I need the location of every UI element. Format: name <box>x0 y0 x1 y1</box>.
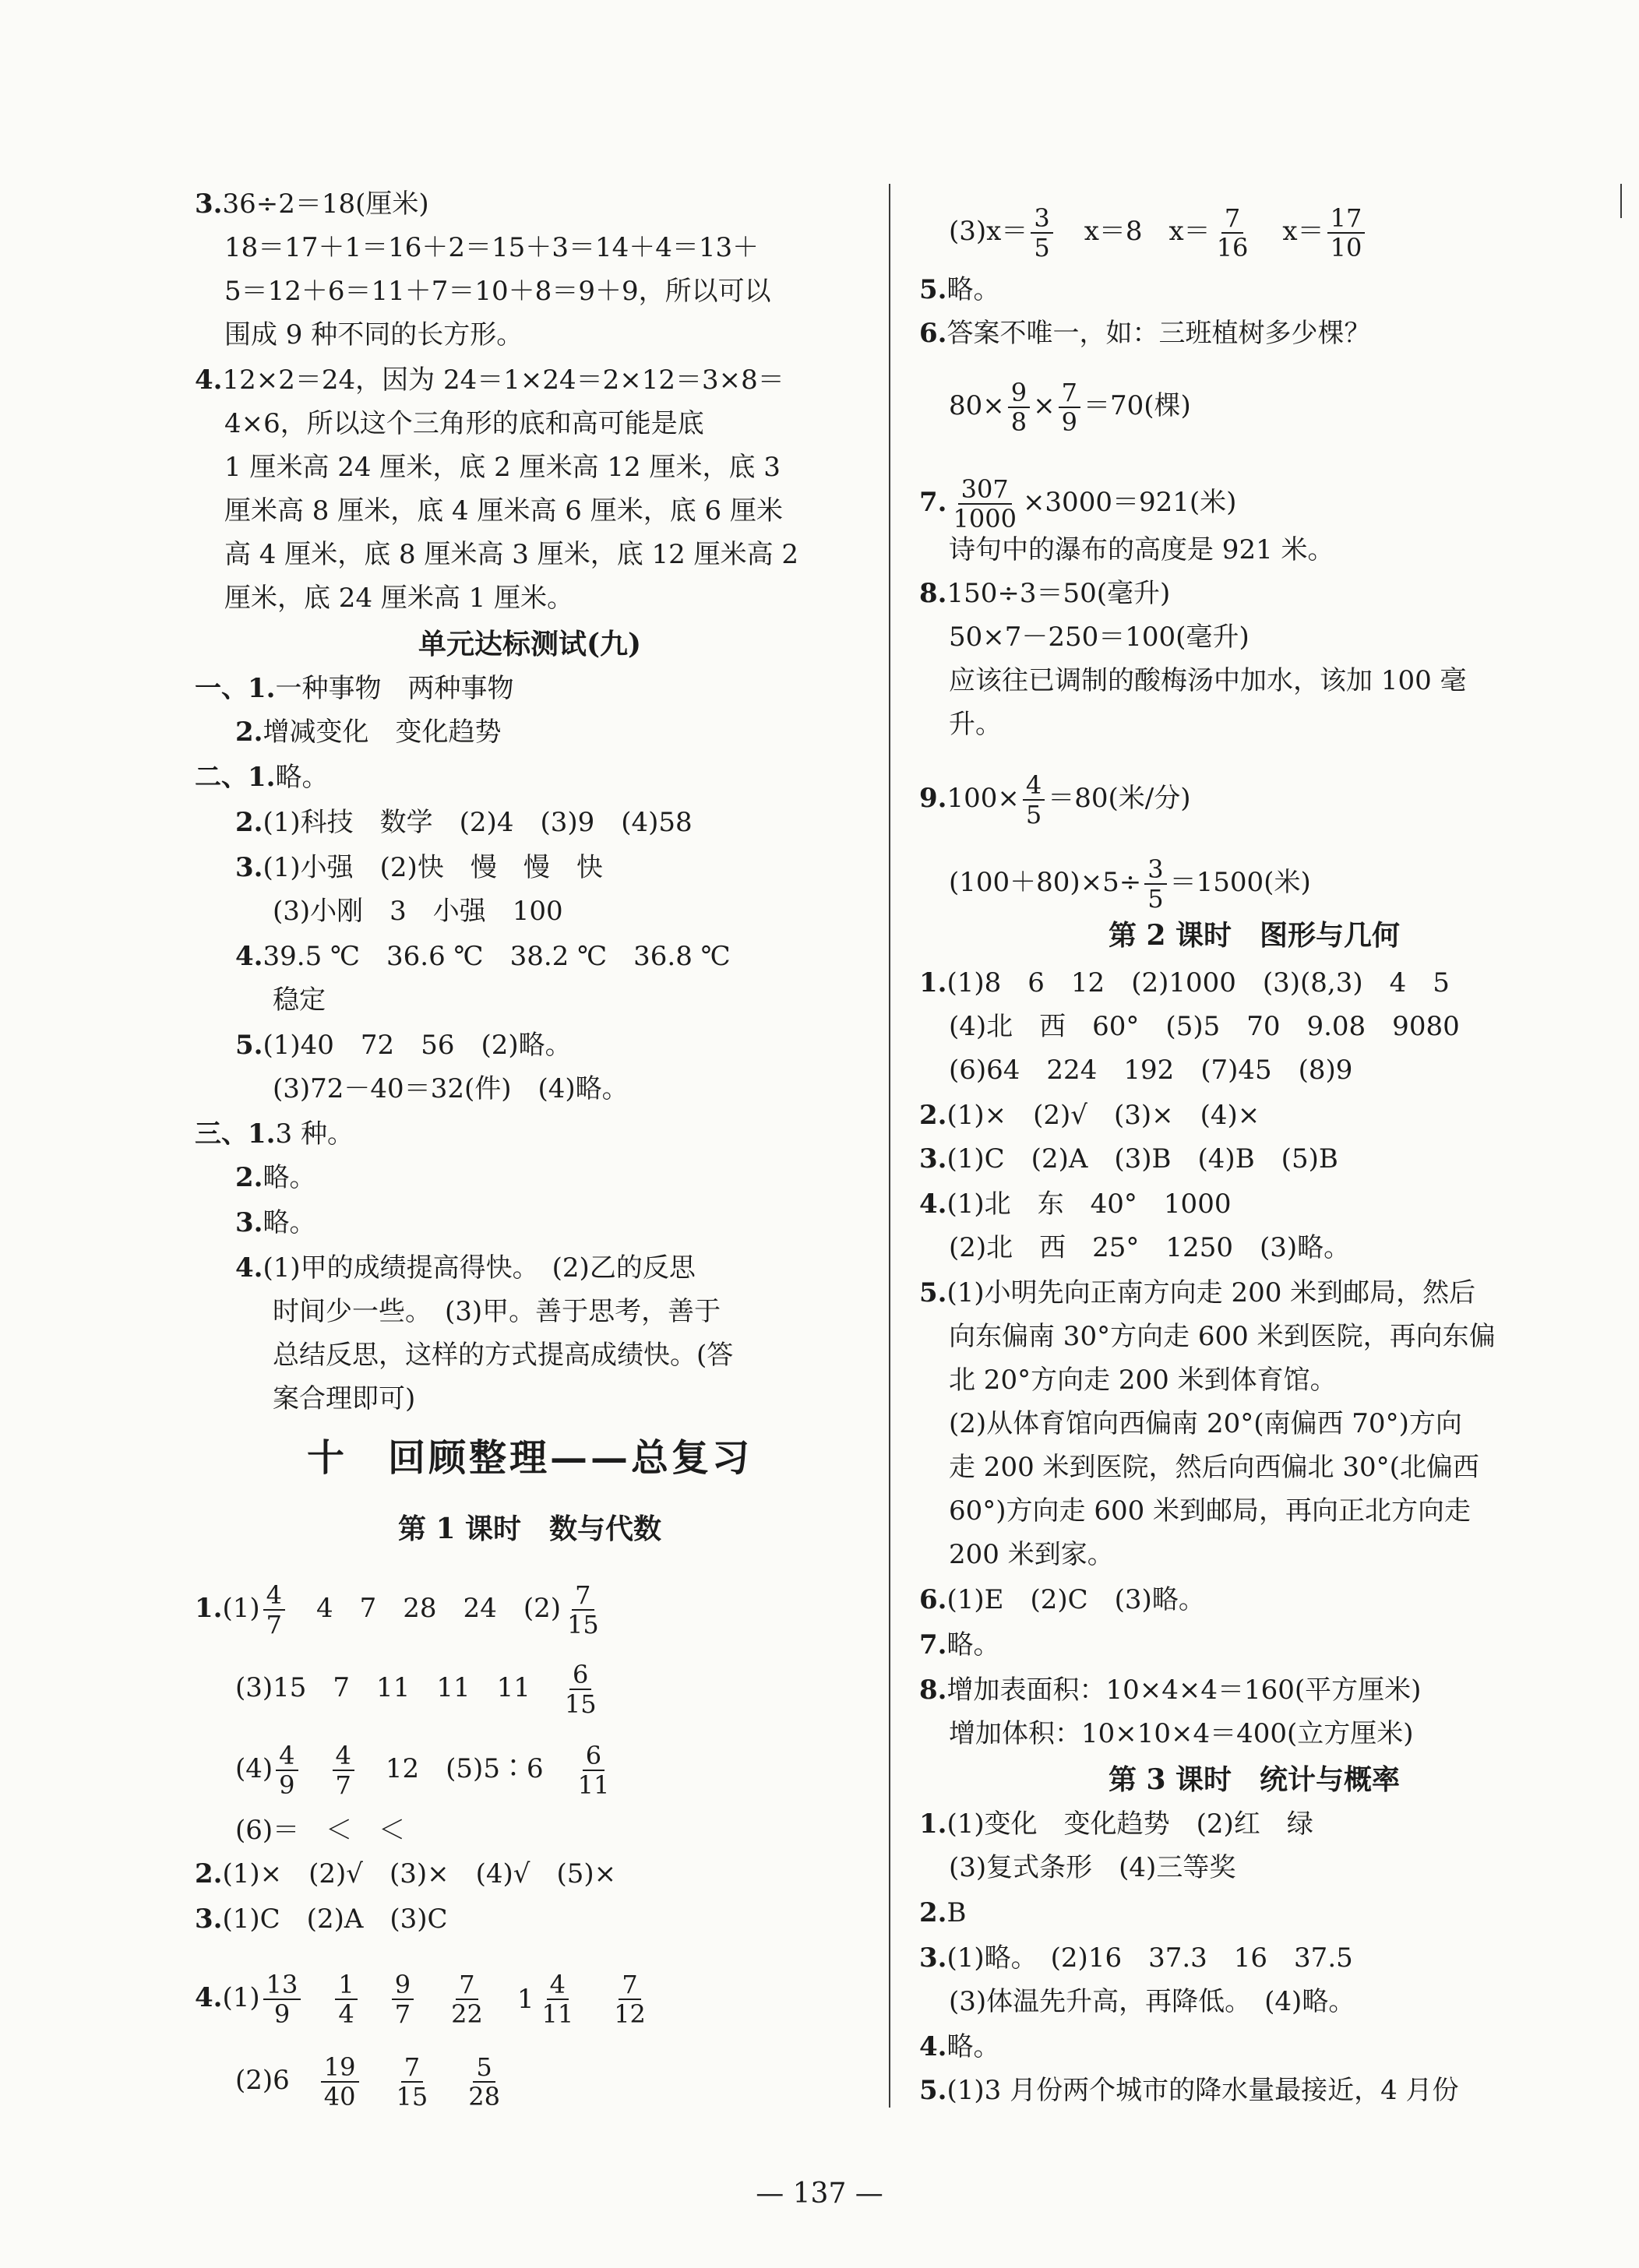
fraction: $\frac{6}{11}$ <box>577 1741 610 1800</box>
section-3-item-2: 2.略。 <box>235 1162 316 1193</box>
answer-line: 应该往已调制的酸梅汤中加水，该加 100 毫 <box>949 665 1467 696</box>
geometry-answer-1: 1.(1)8 6 12 (2)1000 (3)(8,3) 4 5 <box>919 967 1450 998</box>
section-2-item-3: 3.(1)小强 (2)快 慢 慢 快 <box>235 852 603 883</box>
fraction: $\frac{6}{15}$ <box>564 1660 597 1719</box>
section-2-item-5: 5.(1)40 72 56 (2)略。 <box>235 1030 572 1061</box>
answer-line: (3)体温先升高，再降低。 (4)略。 <box>949 1986 1355 2017</box>
fraction: $\frac{1}{4}$ <box>335 1970 357 2028</box>
fraction: $\frac{19}{40}$ <box>321 2053 359 2111</box>
answer-line: (2)从体育馆向西偏南 20°(南偏西 70°)方向 <box>949 1408 1462 1439</box>
review-answer-1-4: (4) $\frac{4}{9}$ $\frac{4}{7}$ 12 (5)5∶6 $\frac{6}{11}$ <box>235 1742 615 1799</box>
fraction: $\frac{7}{9}$ <box>1059 379 1080 436</box>
answer-line: 50×7－250＝100(毫升) <box>949 622 1250 653</box>
mixed-number: 1 $\frac{4}{11}$ <box>516 1970 574 2029</box>
section-2-item-4: 4.39.5 ℃ 36.6 ℃ 38.2 ℃ 36.8 ℃ <box>235 941 731 972</box>
stats-answer-3: 3.(1)略。 (2)16 37.3 16 37.5 <box>919 1942 1353 1974</box>
answer-line: 4×6，所以这个三角形的底和高可能是底 <box>224 408 704 439</box>
fraction: $\frac{5}{28}$ <box>468 2052 500 2111</box>
review-answer-1: 1.(1) $\frac{4}{7}$ 4 7 28 24 (2) $\frac{7}{15}$ <box>195 1581 605 1639</box>
answer-7: 7. $\frac{307}{1000}$ ×3000＝921(米) <box>919 474 1237 534</box>
fraction: $\frac{4}{5}$ <box>1023 771 1045 829</box>
answer-6: 6.答案不唯一，如：三班植树多少棵？ <box>919 318 1371 349</box>
fraction: $\frac{17}{10}$ <box>1327 204 1366 262</box>
stats-answer-4: 4.略。 <box>919 2031 1000 2062</box>
lesson-1-title: 第 1 课时 数与代数 <box>397 1513 662 1545</box>
answer-line: (4)北 西 60° (5)5 70 9.08 9080 <box>949 1011 1460 1042</box>
section-1-item-2: 2.增减变化 变化趋势 <box>235 717 502 748</box>
answer-5: 5.略。 <box>919 274 1000 305</box>
unit-test-title: 单元达标测试(九) <box>418 628 642 660</box>
answer-line: 厘米，底 24 厘米高 1 厘米。 <box>224 583 574 614</box>
answer-line: (3)小刚 3 小强 100 <box>273 896 563 927</box>
answer-line: 厘米高 8 厘米，底 4 厘米高 6 厘米，底 6 厘米 <box>224 495 783 526</box>
review-answer-2: 2.(1)× (2)√ (3)× (4)√ (5)× <box>195 1858 617 1889</box>
right-frame-mark <box>1620 184 1622 218</box>
answer-line: (6)64 224 192 (7)45 (8)9 <box>949 1055 1353 1086</box>
answer-line: 增加体积：10×10×4＝400(立方厘米) <box>949 1718 1414 1749</box>
answer-line: 围成 9 种不同的长方形。 <box>224 319 523 350</box>
section-2-item-2: 2.(1)科技 数学 (2)4 (3)9 (4)58 <box>235 807 693 838</box>
review-answer-3: 3.(1)C (2)A (3)C <box>195 1904 448 1935</box>
answer-line: 走 200 米到医院，然后向西偏北 30°(北偏西 <box>949 1452 1479 1483</box>
geometry-answer-8: 8.增加表面积：10×4×4＝160(平方厘米) <box>919 1675 1422 1706</box>
page-number: — 137 — <box>756 2178 883 2210</box>
fraction: $\frac{9}{8}$ <box>1008 379 1030 436</box>
answer-9-formula: (100＋80)×5÷ $\frac{3}{5}$ ＝1500(米) <box>949 854 1311 914</box>
section-3-item-3: 3.略。 <box>235 1207 316 1238</box>
fraction: $\frac{13}{9}$ <box>263 1970 301 2028</box>
answer-3: 3.36÷2＝18(厘米) <box>195 188 429 220</box>
answer-line: (3)复式条形 (4)三等奖 <box>949 1852 1236 1883</box>
section-3-item-1: 三、1.3 种。 <box>195 1118 354 1150</box>
answer-9: 9.100× $\frac{4}{5}$ ＝80(米/分) <box>919 770 1191 829</box>
review-answer-1-6: (6)＝ ＜ ＜ <box>235 1815 406 1846</box>
column-divider <box>889 184 890 2108</box>
geometry-answer-6: 6.(1)E (2)C (3)略。 <box>919 1584 1205 1615</box>
answer-6-formula: 80× $\frac{9}{8}$ × $\frac{7}{9}$ ＝70(棵) <box>949 378 1191 437</box>
answer-line: 高 4 厘米，底 8 厘米高 3 厘米，底 12 厘米高 2 <box>224 539 799 570</box>
review-answer-4-2: (2)6 $\frac{19}{40}$ $\frac{7}{15}$ $\frac{5}{28}$ <box>235 2053 506 2111</box>
fraction: $\frac{4}{9}$ <box>276 1742 298 1799</box>
fraction: $\frac{3}{5}$ <box>1031 204 1052 262</box>
answer-line: 诗句中的瀑布的高度是 921 米。 <box>949 534 1334 565</box>
answer-line: 时间少一些。 (3)甲。善于思考，善于 <box>273 1296 721 1327</box>
geometry-answer-3: 3.(1)C (2)A (3)B (4)B (5)B <box>919 1143 1338 1174</box>
lesson-2-title: 第 2 课时 图形与几何 <box>1108 919 1401 952</box>
fraction: $\frac{7}{22}$ <box>451 1970 483 2029</box>
answer-line: 稳定 <box>273 984 326 1016</box>
answer-line: 60°)方向走 600 米到邮局，再向正北方向走 <box>949 1495 1472 1527</box>
geometry-answer-2: 2.(1)× (2)√ (3)× (4)× <box>919 1100 1260 1131</box>
answer-line: 北 20°方向走 200 米到体育馆。 <box>949 1365 1337 1396</box>
answer-line: 总结反思，这样的方式提高成绩快。(答 <box>273 1340 734 1371</box>
review-answer-4: 4.(1) $\frac{13}{9}$ $\frac{1}{4}$ $\frac{9}{7}$ $\frac{7}{22}$ 1 $\frac{4}{11}$ $\frac{7}{12}$ <box>195 1970 652 2028</box>
review-answer-1-3: (3)15 7 11 11 11 $\frac{6}{15}$ <box>235 1660 603 1718</box>
fraction: $\frac{7}{15}$ <box>396 2052 428 2111</box>
geometry-answer-5: 5.(1)小明先向正南方向走 200 米到邮局，然后 <box>919 1277 1476 1308</box>
fraction: $\frac{4}{7}$ <box>263 1581 285 1639</box>
stats-answer-1: 1.(1)变化 变化趋势 (2)红 绿 <box>919 1808 1313 1840</box>
fraction: $\frac{3}{5}$ <box>1144 855 1166 913</box>
answer-4: 4.12×2＝24，因为 24＝1×24＝2×12＝3×8＝ <box>195 364 784 396</box>
answer-line: 18＝17＋1＝16＋2＝15＋3＝14＋4＝13＋ <box>224 232 760 263</box>
section-1-item-1: 一、1.一种事物 两种事物 <box>195 673 514 704</box>
fraction: $\frac{4}{7}$ <box>333 1742 354 1799</box>
section-2-item-1: 二、1.略。 <box>195 762 329 793</box>
answer-4-3: (3)x＝ $\frac{3}{5}$ x＝8 x＝ $\frac{7}{16}$ x＝ $\frac{17}{10}$ <box>949 204 1368 262</box>
fraction: $\frac{7}{12}$ <box>614 1970 646 2029</box>
section-3-item-4: 4.(1)甲的成绩提高得快。 (2)乙的反思 <box>235 1252 696 1284</box>
fraction: $\frac{307}{1000}$ <box>953 474 1017 534</box>
answer-line: 案合理即可) <box>273 1383 416 1414</box>
answer-line: 200 米到家。 <box>949 1539 1114 1570</box>
lesson-3-title: 第 3 课时 统计与概率 <box>1108 1763 1401 1796</box>
fraction: $\frac{9}{7}$ <box>392 1970 414 2028</box>
answer-line: (2)北 西 25° 1250 (3)略。 <box>949 1232 1351 1263</box>
fraction: $\frac{7}{16}$ <box>1216 203 1249 262</box>
answer-8: 8.150÷3＝50(毫升) <box>919 578 1171 609</box>
fraction: $\frac{7}{15}$ <box>566 1580 599 1639</box>
answer-line: (3)72－40＝32(件) (4)略。 <box>273 1073 629 1104</box>
answer-line: 5＝12＋6＝11＋7＝10＋8＝9＋9，所以可以 <box>224 276 771 307</box>
answer-line: 1 厘米高 24 厘米，底 2 厘米高 12 厘米，底 3 <box>224 452 781 483</box>
stats-answer-2: 2.B <box>919 1897 967 1928</box>
geometry-answer-7: 7.略。 <box>919 1629 1000 1660</box>
chapter-title: 十 回顾整理——总复习 <box>306 1436 753 1480</box>
answer-line: 升。 <box>949 709 1002 740</box>
geometry-answer-4: 4.(1)北 东 40° 1000 <box>919 1189 1232 1220</box>
stats-answer-5: 5.(1)3 月份两个城市的降水量最接近，4 月份 <box>919 2075 1459 2106</box>
answer-line: 向东偏南 30°方向走 600 米到医院，再向东偏 <box>949 1321 1496 1352</box>
